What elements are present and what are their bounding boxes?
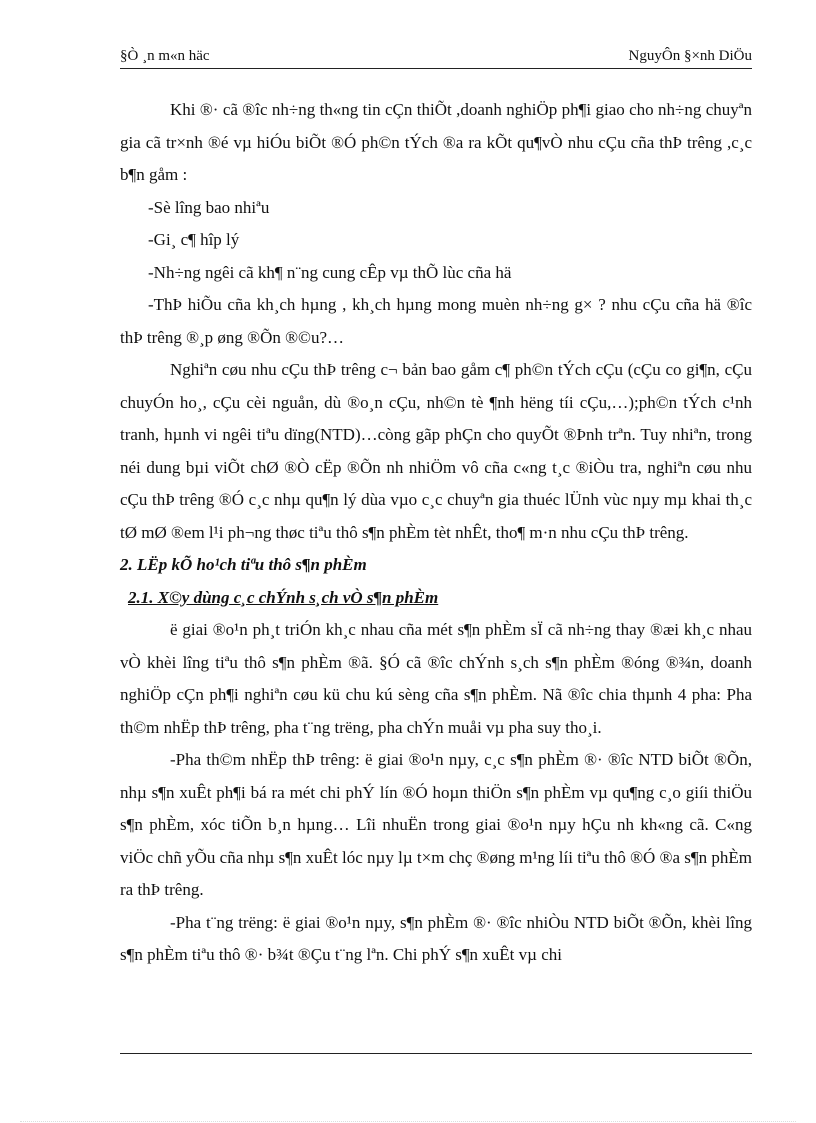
paragraph-product-lifecycle: ë giai ®o¹n ph¸t triÓn kh¸c nhau cña mét s¶n phÈm sÏ cã nh÷ng thay ®æi kh¸c nhau vÒ khèi lîng tiªu thô s¶n phÈm ®ã. §Ó cã ®îc chÝnh s¸ch s¶n phÈm ®óng ®¾n, doanh nghiÖp cÇn ph¶i nghiªn cøu kü chu kú sèng cña s¶n phÈm. Nã ®îc chia thµnh 4 pha: Pha th©m nhËp thÞ trêng, pha t¨ng trëng, pha chÝn muåi vµ pha suy tho¸i.: [120, 620, 752, 737]
list-item-price: -Gi¸ c¶ hîp lý: [148, 230, 240, 249]
paragraph-intro: Khi ®· cã ®îc nh÷ng th«ng tin cÇn thiÕt ,doanh nghiÖp ph¶i giao cho nh÷ng chuyªn gia cã tr×nh ®é vµ hiÓu biÕt ®Ó ph©n tÝch ®a ra kÕt qu¶vÒ nhu cÇu cña thÞ trêng ,c¸c b¶n gåm :: [120, 100, 752, 184]
footer-rule: [120, 1053, 752, 1054]
header-author-name: NguyÔn §×nh DiÖu: [628, 48, 752, 64]
subsection-heading-2-1: 2.1. X©y dùng c¸c chÝnh s¸ch vÒ s¶n phÈm: [128, 587, 439, 607]
paragraph-introduction-phase: -Pha th©m nhËp thÞ trêng: ë giai ®o¹n nµy, c¸c s¶n phÈm ®· ®îc NTD biÕt ®Õn, nhµ s¶n xuÊt ph¶i bá ra mét chi phÝ lín ®Ó hoµn thiÖn s¶n phÈm vµ qu¶ng c¸o giíi thiÖu s¶n phÈm, xóc tiÕn b¸n hµng… Lîi nhuËn trong giai ®o¹n nµy hÇu nh kh«ng cã. C«ng viÖc chñ yÕu cña nhµ s¶n xuÊt lóc nµy lµ t×m chç ®øng m¹ng líi tiªu thô ®Ó ®a s¶n phÈm ra thÞ trêng.: [120, 750, 752, 899]
list-item-suppliers: -Nh÷ng ngêi cã kh¶ n¨ng cung cÊp vµ thÕ lùc cña hä: [148, 262, 512, 282]
header-document-type: §Ò ¸n m«n häc: [120, 48, 210, 64]
paragraph-customer-taste: -ThÞ hiÕu cña kh¸ch hµng , kh¸ch hµng mong muèn nh÷ng g× ? nhu cÇu cña hä ®îc thÞ trêng ®¸p øng ®Õn ®©u?…: [120, 295, 752, 347]
section-heading-2: 2. LËp kÕ ho¹ch tiªu thô s¶n phÈm: [120, 555, 367, 574]
paragraph-market-research: Nghiªn cøu nhu cÇu thÞ trêng c¬ bản bao gåm c¶ ph©n tÝch cÇu (cÇu co gi¶n, cÇu chuyÓn ho¸, cÇu cèi nguån, dù ®o¸n cÇu, nh©n tè ¶nh hëng tíi cÇu,…);ph©n tÝch c¹nh tranh, hµnh vi ngêi tiªu dïng(NTD)…còng gãp phÇn cho quyÕt ®Þnh trªn. Tuy nhiªn, trong néi dung bµi viÕt chØ ®Ò cËp ®Õn nh nhiÖm vô cña c«ng t¸c ®iÒu tra, nghiªn cøu nhu cÇu thÞ trêng ®Ó c¸c nhµ qu¶n lý dùa vµo c¸c chuyªn gia thuéc lÜnh vùc nµy mµ khai th¸c tØ mØ ®em l¹i ph¬ng thøc tiªu thô s¶n phÈm tèt nhÊt, tho¶ m·n nhu cÇu thÞ trêng.: [120, 360, 752, 542]
paragraph-growth-phase: -Pha t¨ng trëng: ë giai ®o¹n nµy, s¶n phÈm ®· ®îc nhiÒu NTD biÕt ®Õn, khèi lîng s¶n phÈm tiªu thô ®· b¾t ®Çu t¨ng lªn. Chi phÝ s¶n xuÊt vµ chi: [120, 912, 752, 964]
page-header: [120, 44, 752, 69]
list-item-quantity: -Sè lîng bao nhiªu: [148, 197, 270, 217]
page-edge: [20, 1121, 796, 1122]
document-body: [120, 94, 752, 972]
